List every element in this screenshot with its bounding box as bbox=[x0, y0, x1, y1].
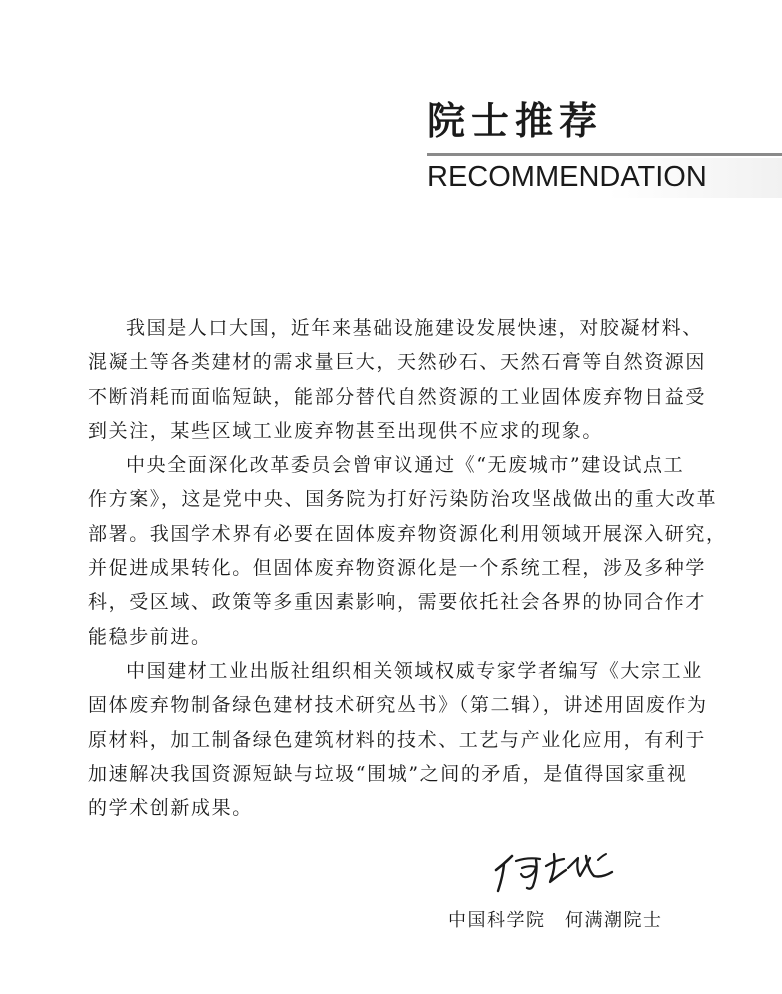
text-line: 我国是人口大国，近年来基础设施建设发展快速，对胶凝材料、 bbox=[126, 317, 703, 339]
paragraph-2 bbox=[88, 448, 727, 654]
handwritten-signature bbox=[490, 846, 630, 896]
paragraph-1 bbox=[88, 311, 712, 448]
text-line: 混凝土等各类建材的需求量巨大，天然砂石、天然石膏等自然资源因 bbox=[88, 351, 707, 374]
text-line: 部署。我国学术界有必要在固体废弃物资源化利用领域开展深入研究， bbox=[88, 522, 727, 545]
recommendation-body bbox=[88, 311, 727, 825]
text-line: 不断消耗而面临短缺，能部分替代自然资源的工业固体废弃物日益受 bbox=[88, 385, 707, 408]
text-line: 的学术创新成果。 bbox=[88, 797, 253, 820]
text-line: 作方案》，这是党中央、国务院为打好污染防治攻坚战做出的重大改革 bbox=[88, 488, 718, 511]
text-line: 并促进成果转化。但固体废弃物资源化是一个系统工程，涉及多种学 bbox=[88, 557, 707, 580]
text-line: 原材料，加工制备绿色建筑材料的技术、工艺与产业化应用，有利于 bbox=[88, 728, 707, 751]
text-line: 能稳步前进。 bbox=[88, 625, 212, 648]
text-line: 加速解决我国资源短缺与垃圾“围城”之间的矛盾，是值得国家重视 bbox=[88, 762, 688, 785]
page-subtitle-english: RECOMMENDATION bbox=[427, 161, 707, 193]
text-line: 固体废弃物制备绿色建材技术研究丛书》（第二辑），讲述用固废作为 bbox=[88, 694, 708, 717]
author-attribution: 中国科学院 何满潮院士 bbox=[448, 910, 663, 931]
text-line: 科，受区域、政策等多重因素影响，需要依托社会各界的协同合作才 bbox=[88, 591, 707, 614]
title-divider bbox=[427, 153, 782, 156]
text-line: 中国建材工业出版社组织相关领域权威专家学者编写《大宗工业 bbox=[126, 659, 703, 682]
paragraph-3 bbox=[88, 654, 712, 825]
page-header bbox=[0, 0, 782, 210]
text-line: 到关注，某些区域工业废弃物甚至出现供不应求的现象。 bbox=[88, 419, 604, 442]
page-title: 院士推荐 bbox=[427, 99, 604, 143]
text-line: 中央全面深化改革委员会曾审议通过《“无废城市”建设试点工 bbox=[126, 454, 685, 477]
